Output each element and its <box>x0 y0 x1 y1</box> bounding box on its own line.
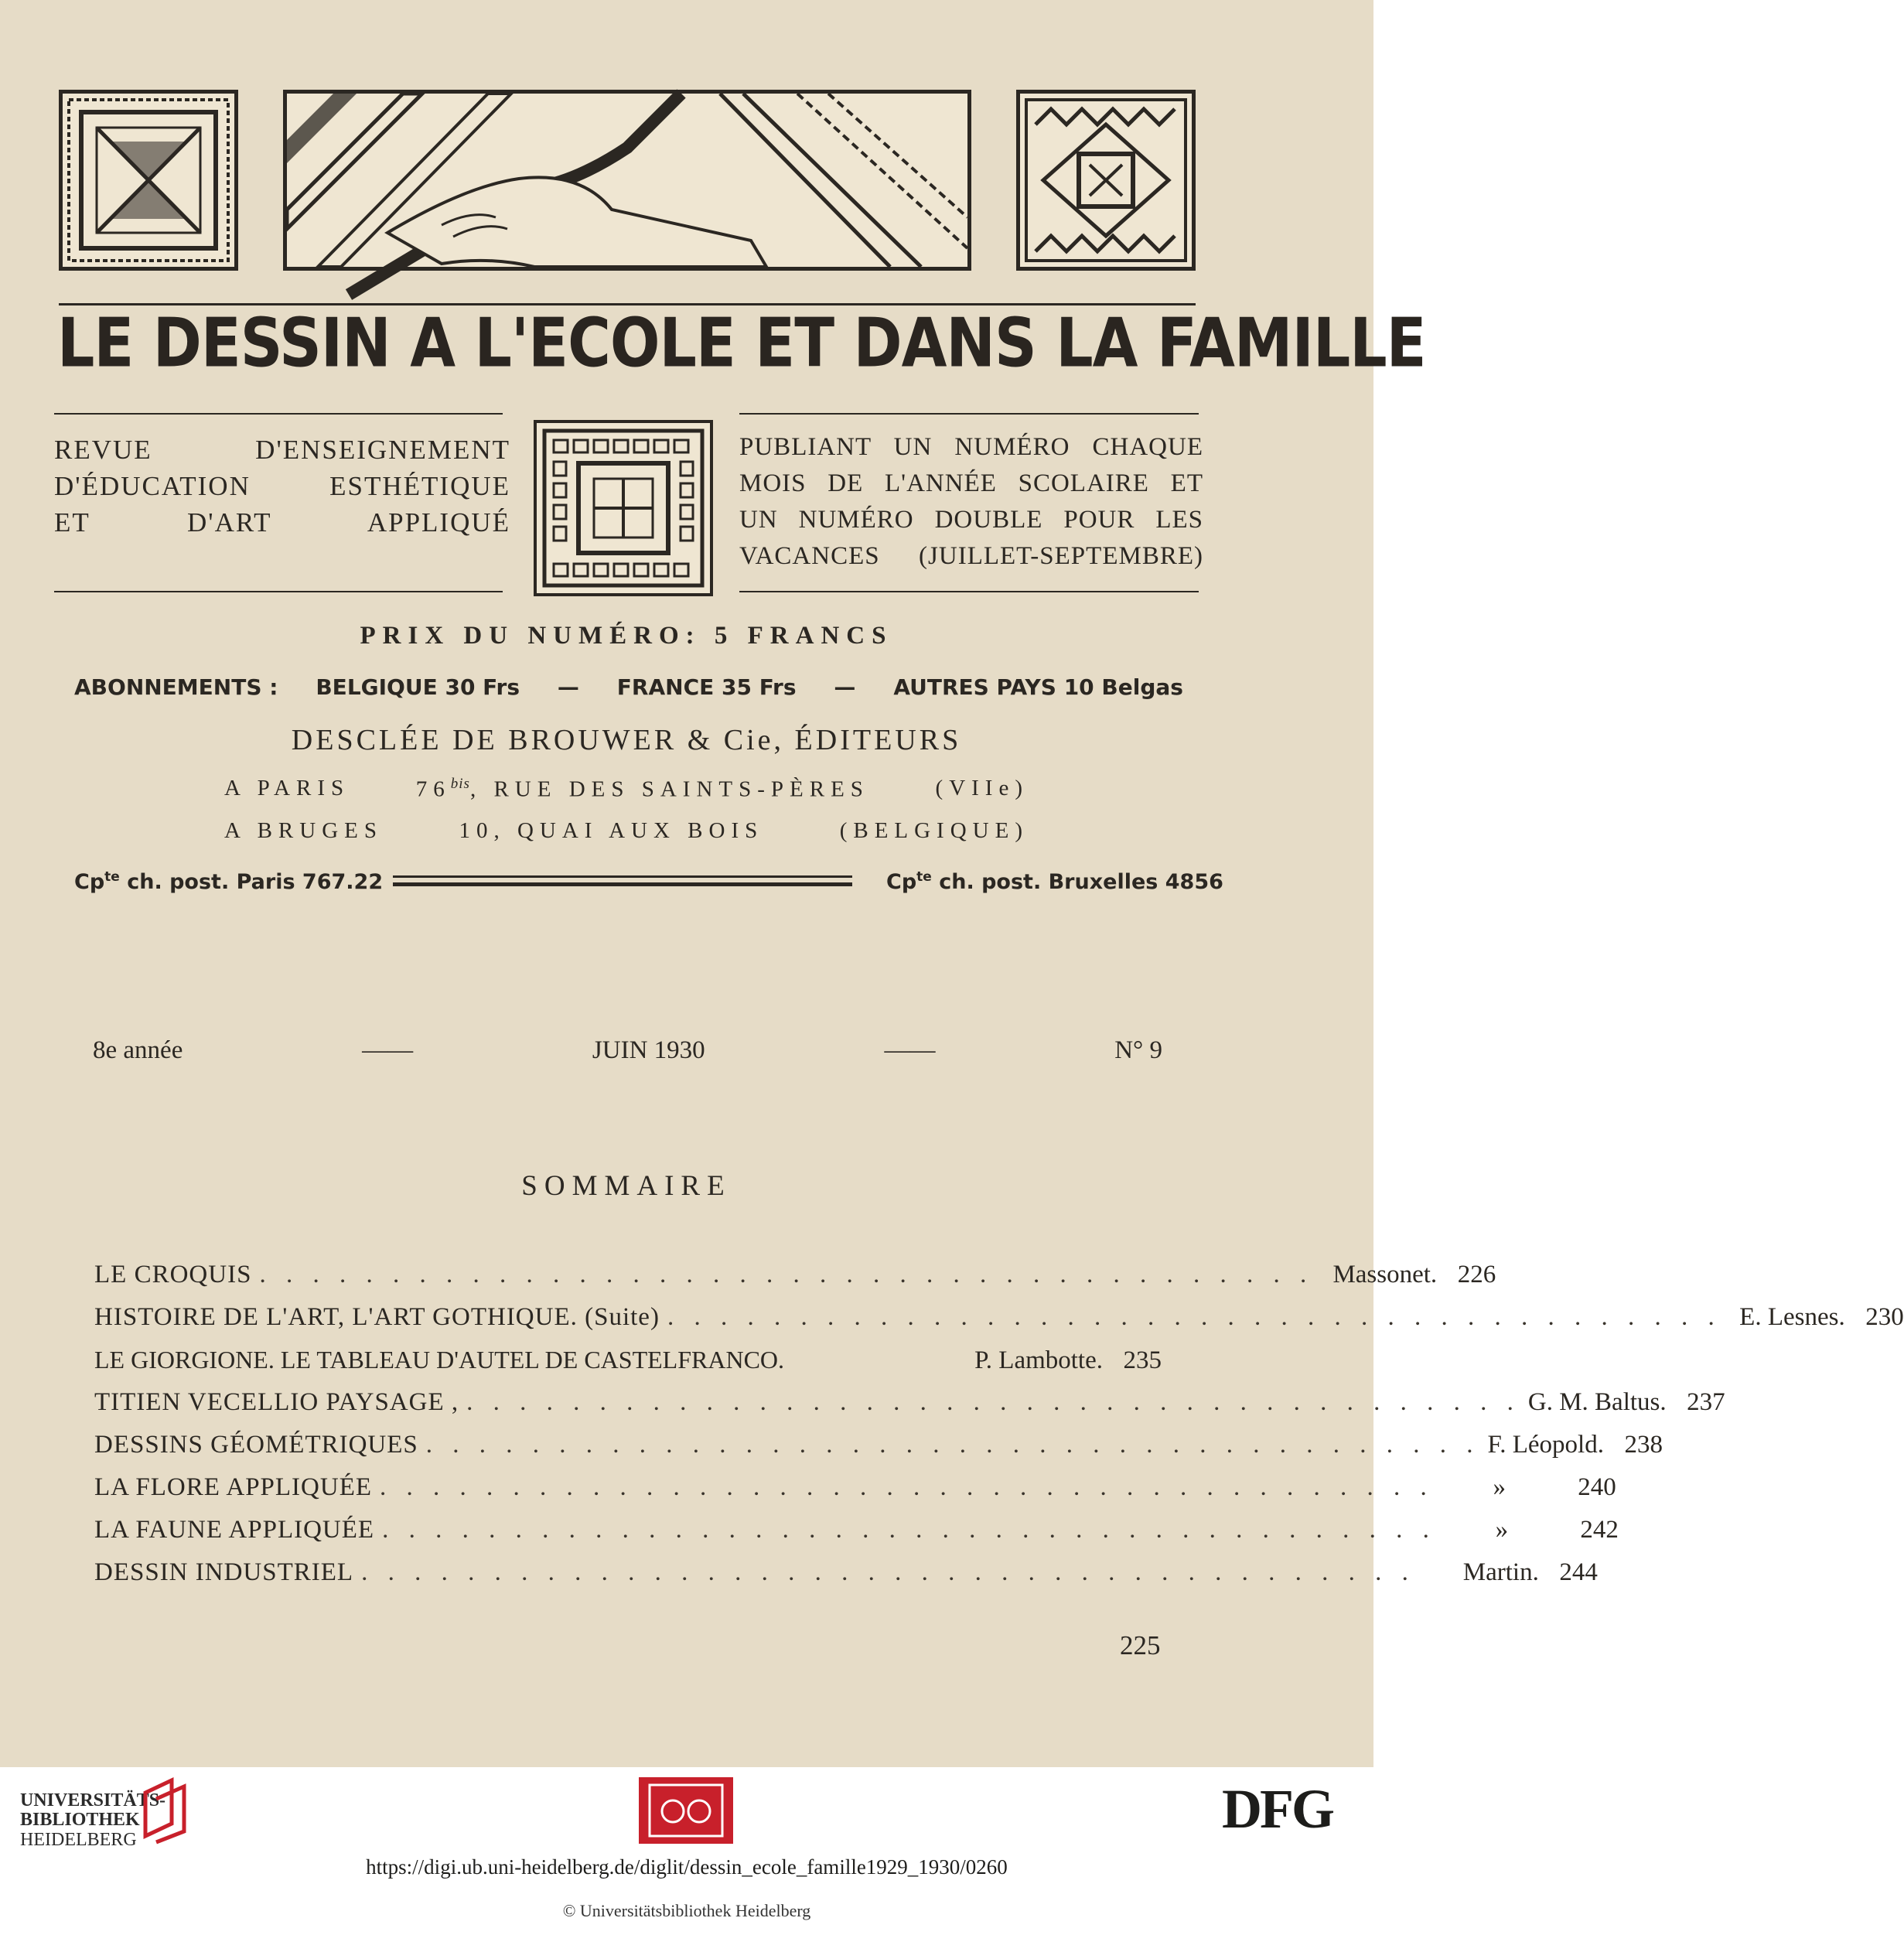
right-ornament-icon <box>1016 90 1196 271</box>
copyright: © Universitätsbibliothek Heidelberg <box>562 1901 811 1920</box>
rule <box>739 413 1199 415</box>
issue-line: 8e année —— JUIN 1930 —— N° 9 <box>93 1036 1162 1064</box>
masthead-title: LE DESSIN A L'ECOLE ET DANS LA FAMILLE <box>57 302 1426 383</box>
list-item: DESSINS GÉOMÉTRIQUES . . . . . . . . . . . . . . . . . . . . . . . . . . . . . . . . . . . . . . . . F. Léopold. 238 <box>94 1431 1663 1459</box>
rule <box>54 591 503 592</box>
postal-account-bruxelles: $Cp^{te}$ ch. post. Bruxelles 4856 <box>886 869 1223 894</box>
list-item: DESSIN INDUSTRIEL . . . . . . . . . . . . . . . . . . . . . . . . . . . . . . . . . . . . . . . . Martin. 244 <box>94 1558 1598 1586</box>
list-item: LE GIORGIONE. LE TABLEAU D'AUTEL DE CASTELFRANCO. P. Lambotte. 235 <box>94 1346 1162 1374</box>
issue-date: JUIN 1930 <box>592 1036 705 1064</box>
list-item: TITIEN VECELLIO PAYSAGE , . . . . . . . . . . . . . . . . . . . . . . . . . . . . . . . . . . . . . . . . G. M. Baltus. 237 <box>94 1388 1725 1416</box>
page-url[interactable]: https://digi.ub.uni-heidelberg.de/diglit/dessin_ecole_famille1929_1930/0260 <box>366 1855 1008 1879</box>
library-name[interactable]: UNIVERSITÄTS- BIBLIOTHEK <box>20 1790 166 1830</box>
list-item: HISTOIRE DE L'ART, L'ART GOTHIQUE. (Suite) . . . . . . . . . . . . . . . . . . . . . . . . . . . . . . . . . . . . . . . . E. Lesnes. 230 <box>94 1303 1904 1331</box>
rule <box>739 591 1199 592</box>
publication-schedule: PUBLIANT UN NUMÉRO CHAQUE MOIS DE L'ANNÉE SCOLAIRE ET UN NUMÉRO DOUBLE POUR LES VACANCES (JUILLET-SEPTEMBRE) <box>739 433 1203 570</box>
episteme-logo-icon[interactable] <box>639 1777 733 1844</box>
issue-price: PRIX DU NUMÉRO: 5 FRANCS <box>360 622 893 650</box>
revue-description: REVUE D'ENSEIGNEMENT D'ÉDUCATION ESTHÉTIQUE ET D'ART APPLIQUÉ <box>54 435 510 538</box>
address-bruges: A BRUGES 10, QUAI AUX BOIS (BELGIQUE) <box>224 818 1029 843</box>
issue-year: 8e année <box>93 1036 183 1064</box>
subscriptions: ABONNEMENTS : BELGIQUE 30 Frs — FRANCE 35 Frs — AUTRES PAYS 10 Belgas <box>74 674 1183 700</box>
rule <box>54 413 503 415</box>
list-item: LE CROQUIS . . . . . . . . . . . . . . . . . . . . . . . . . . . . . . . . . . . . . . . . Massonet. 226 <box>94 1261 1496 1288</box>
dfg-logo[interactable]: DFG <box>1222 1778 1332 1840</box>
publisher: DESCLÉE DE BROUWER & Cie, ÉDITEURS <box>291 724 962 756</box>
left-ornament-icon <box>59 90 238 271</box>
sommaire-heading: SOMMAIRE <box>521 1170 732 1202</box>
center-ornament-icon <box>534 420 713 596</box>
postal-account-paris: $Cp^{te}$ ch. post. Paris 767.22 <box>74 869 384 894</box>
list-item: LA FAUNE APPLIQUÉE . . . . . . . . . . . . . . . . . . . . . . . . . . . . . . . . . . . . . . . . » 242 <box>94 1516 1619 1544</box>
hand-drawing-pen-illustration <box>283 90 971 271</box>
issue-number: N° 9 <box>1114 1036 1162 1064</box>
library-logo-icon[interactable] <box>139 1777 193 1848</box>
address-paris: A PARIS $76^{bis}$, RUE DES SAINTS-PÈRES (VIIe) <box>224 776 1029 802</box>
double-rule <box>393 882 852 886</box>
page-number: 225 <box>1120 1630 1161 1660</box>
list-item: LA FLORE APPLIQUÉE . . . . . . . . . . . . . . . . . . . . . . . . . . . . . . . . . . . . . . . . » 240 <box>94 1473 1616 1501</box>
double-rule <box>393 875 852 878</box>
library-city: HEIDELBERG <box>20 1830 137 1850</box>
